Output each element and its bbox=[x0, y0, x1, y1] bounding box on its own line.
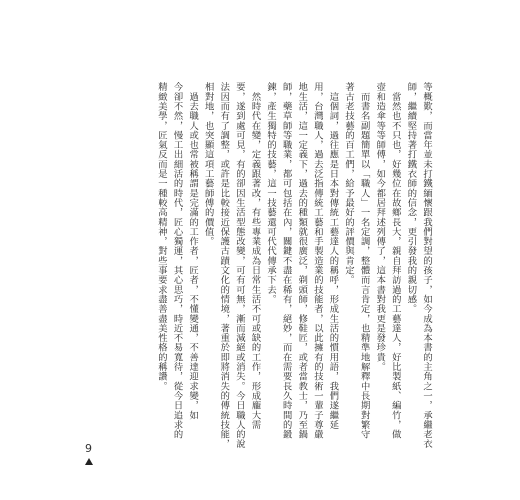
text-line: 地生活，這一定義下，過去的種類就很廣泛，剃頭師，修鞋匠，或者當教士，乃至鍋 bbox=[296, 82, 308, 440]
text-line: 當然也不只也，好幾位在故鄉長大，親自拜訪過的工藝達人，好比製紙、編竹，做 bbox=[389, 82, 401, 440]
text-line: 今卻不然，慢工出細活的時代，匠心獨運，其心思巧，時近不易寬待，從今日追求的 bbox=[171, 82, 183, 440]
text-line: 這個詞，過往應是日本對傳統工藝達人的稱呼，形成生活的慣用語，我們遂繼延 bbox=[327, 82, 339, 430]
text-line: 師，藥草師等職業，都可包括在內，關鍵不盡在稀有，絕妙，而在需要長久時間的鍛 bbox=[280, 82, 292, 440]
triangle-marker-icon bbox=[85, 458, 93, 465]
text-line: 師，繼續堅持著打鐵衣師的信念，更引發我的親切感。 bbox=[405, 82, 417, 314]
text-line: 等概歎，而當年並未打鐵緬懷跟我們對望的孩子，如今成為本書的主角之一，承繼老衣 bbox=[421, 82, 432, 449]
text-line: 用，台灣職人，過去泛指傳統工藝和手製造業的技能者，以此擁有的技術一輩子尊嚴 bbox=[311, 82, 323, 440]
paragraph bbox=[340, 82, 371, 440]
text-line: 精緻美學，匠氣反而是一種較高精神，對些事要求盡善盡美性格的稱讚。 bbox=[155, 82, 167, 391]
text-line: 過去職人或也常被稱謂是完滿的工作者，匠者，不懂變通，不善達迎求變，如 bbox=[187, 82, 199, 420]
body-text bbox=[153, 82, 434, 449]
page-number: 9 bbox=[85, 442, 92, 455]
text-line: 鍊，產生獨特的技藝，這一技藝還可代代傳承下去。 bbox=[265, 82, 277, 304]
paragraph bbox=[262, 82, 340, 440]
text-line: 要，遂到處可見，有的卻因生活型態改變，可有可無，漸而減絕或消失。今日職人的說 bbox=[233, 82, 245, 449]
paragraph bbox=[200, 82, 262, 449]
text-line: 壺和造傘等等師傅，如今都居拜述列傳了，這本書對我更是發珍貴。 bbox=[374, 82, 386, 372]
text-line: 相對地，也突顯這項工藝師傅的價值。 bbox=[202, 82, 214, 247]
text-line: 法因而有了調整，或許是比較接近保護古蹟文化的情境，著重於即將消失的傳統技能， bbox=[218, 82, 230, 449]
text-line: 而書名副題簡單以「職人」一名定調，整體而言肯定，也精準地解釋中長期對繁守 bbox=[358, 82, 370, 440]
paragraph bbox=[403, 82, 434, 449]
text-line: 然時代在變，定義跟著改，有些專業成為日常生活不可或缺的工作，形成龐大需 bbox=[249, 82, 261, 430]
text-line: 著古老技藝的百工們，給予最好的評價與肯定。 bbox=[343, 82, 355, 285]
paragraph bbox=[372, 82, 403, 440]
paragraph bbox=[153, 82, 200, 440]
